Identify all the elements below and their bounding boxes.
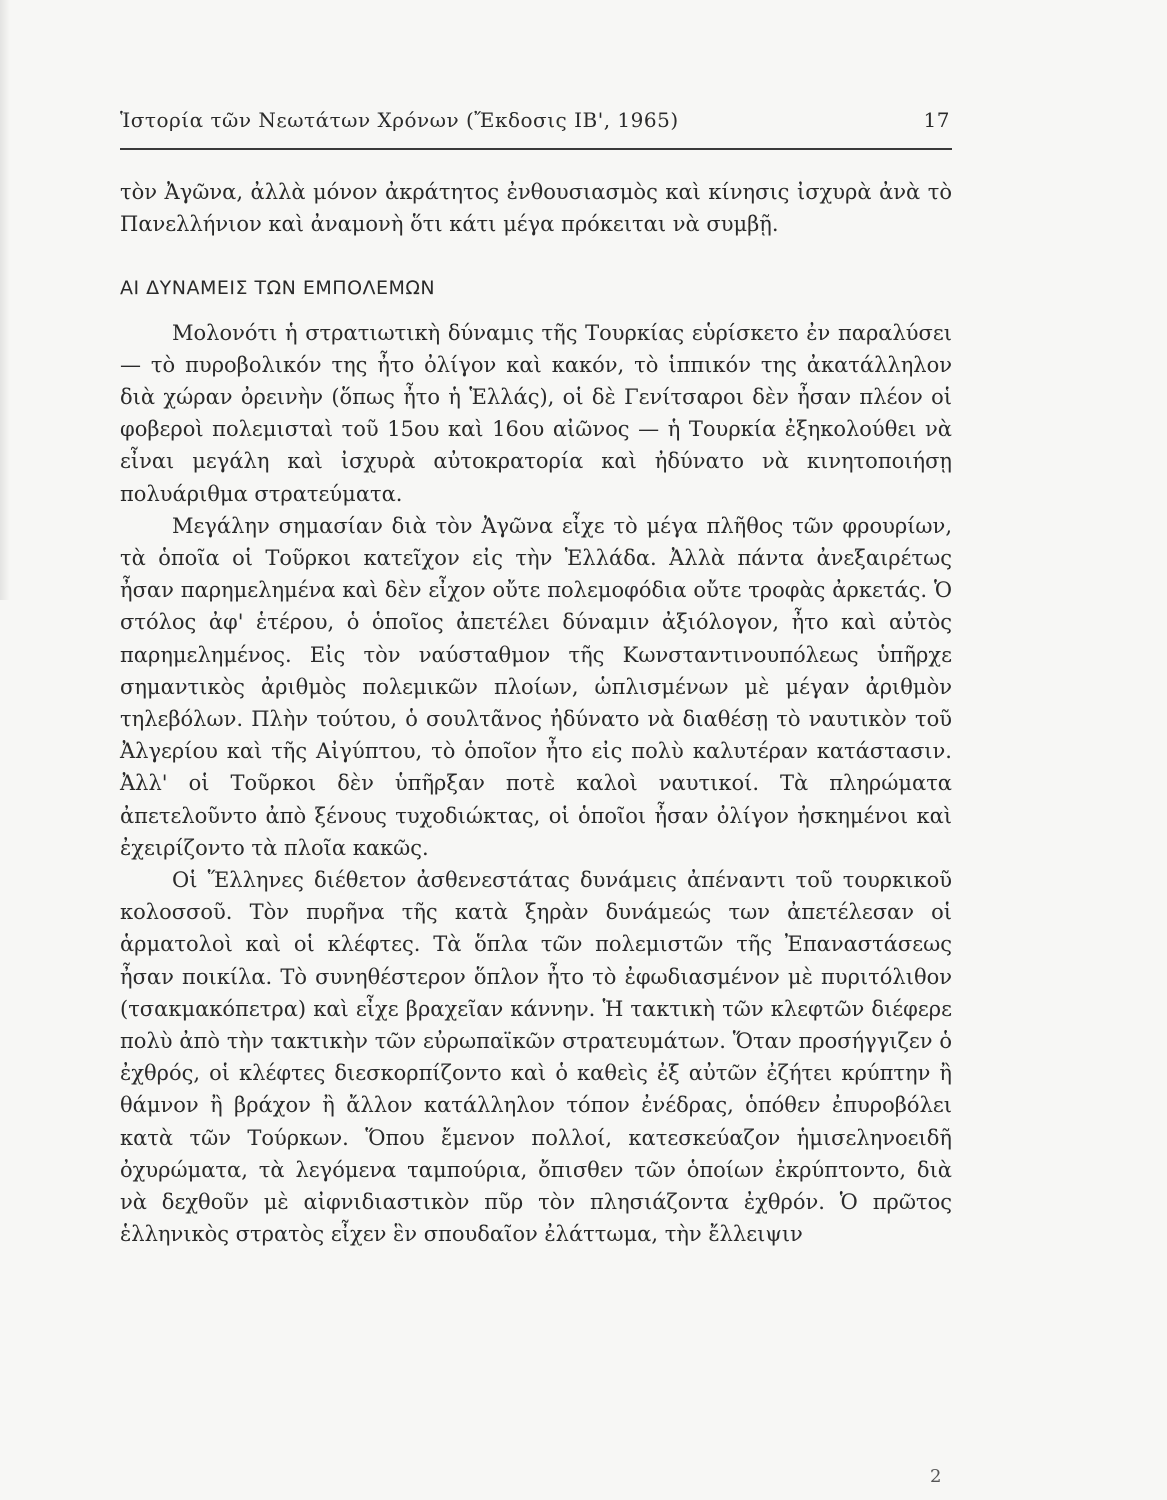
body-text (120, 176, 952, 1251)
opening-paragraph: τὸν Ἀγῶνα, ἀλλὰ μόνον ἀκράτητος ἐνθουσιασμὸς καὶ κίνησις ἰσχυρὰ ἀνὰ τὸ Πανελλήνιον καὶ ἀναμονὴ ὅτι κάτι μέγα πρόκειται νὰ συμβῇ. (120, 180, 952, 237)
paragraph: Μολονότι ἡ στρατιωτικὴ δύναμις τῆς Τουρκίας εὑρίσκετο ἐν παραλύσει — τὸ πυροβολικόν της ἦτο ὀλίγον καὶ κακόν, τὸ ἱππικόν της ἀκατάλληλον διὰ χώραν ὀρεινὴν (ὅπως ἦτο ἡ Ἑλλάς), οἱ δὲ Γενίτσαροι δὲν ἦσαν πλέον οἱ φοβεροὶ πολεμισταὶ τοῦ 15ου καὶ 16ου αἰῶνος — ἡ Τουρκία ἐξηκολούθει νὰ εἶναι μεγάλη καὶ ἰσχυρὰ αὐτοκρατορία καὶ ἠδύνατο νὰ κινητοποιήσῃ πολυάριθμα στρατεύματα. (120, 320, 952, 506)
page-number: 17 (923, 108, 950, 132)
running-header (120, 108, 950, 132)
paragraph: Μεγάλην σημασίαν διὰ τὸν Ἀγῶνα εἶχε τὸ μέγα πλῆθος τῶν φρουρίων, τὰ ὁποῖα οἱ Τοῦρκοι κατεῖχον εἰς τὴν Ἑλλάδα. Ἀλλὰ πάντα ἀνεξαιρέτως ἦσαν παρημελημένα καὶ δὲν εἶχον οὔτε πολεμοφόδια οὔτε τροφὰς ἀρκετάς. Ὁ στόλος ἀφ' ἑτέρου, ὁ ὁποῖος ἀπετέλει δύναμιν ἀξιόλογον, ἦτο καὶ αὐτὸς παρημελημένος. Εἰς τὸν ναύσταθμον τῆς Κωνσταντινουπόλεως ὑπῆρχε σημαντικὸς ἀριθμὸς πολεμικῶν πλοίων, ὡπλισμένων μὲ μέγαν ἀριθμὸν τηλεβόλων. Πλὴν τούτου, ὁ σουλτᾶνος ἠδύνατο νὰ διαθέσῃ τὸ ναυτικὸν τοῦ Ἀλγερίου καὶ τῆς Αἰγύπτου, τὸ ὁποῖον ἦτο εἰς πολὺ καλυτέραν κατάστασιν. Ἀλλ' οἱ Τοῦρκοι δὲν ὑπῆρξαν ποτὲ καλοὶ ναυτικοί. Τὰ πληρώματα ἀπετελοῦντο ἀπὸ ξένους τυχοδιώκτας, οἱ ὁποῖοι ἦσαν ὀλίγον ἠσκημένοι καὶ ἐχειρίζοντο τὰ πλοῖα κακῶς. (120, 513, 952, 860)
header-rule (120, 148, 952, 150)
scan-shadow (0, 0, 10, 600)
header-title: Ἱστορία τῶν Νεωτάτων Χρόνων (Ἔκδοσις ΙΒ', 1965) (120, 108, 679, 132)
section-heading: ΑΙ ΔΥΝΑΜΕΙΣ ΤΩΝ ΕΜΠΟΛΕΜΩΝ (120, 277, 436, 300)
signature-mark: 2 (930, 1466, 942, 1487)
paragraph: Οἱ Ἕλληνες διέθετον ἀσθενεστάτας δυνάμεις ἀπέναντι τοῦ τουρκικοῦ κολοσσοῦ. Τὸν πυρῆνα τῆς κατὰ ξηρὰν δυνάμεώς των ἀπετέλεσαν οἱ ἁρματολοὶ καὶ οἱ κλέφτες. Τὰ ὅπλα τῶν πολεμιστῶν τῆς Ἐπαναστάσεως ἦσαν ποικίλα. Τὸ συνηθέστερον ὅπλον ἦτο τὸ ἐφωδιασμένον μὲ πυριτόλιθον (τσακμακόπετρα) καὶ εἶχε βραχεῖαν κάννην. Ἡ τακτικὴ τῶν κλεφτῶν διέφερε πολὺ ἀπὸ τὴν τακτικὴν τῶν εὐρωπαϊκῶν στρατευμάτων. Ὅταν προσήγγιζεν ὁ ἐχθρός, οἱ κλέφτες διεσκορπίζοντο καὶ ὁ καθεὶς ἐξ αὐτῶν ἐζήτει κρύπτην ἢ θάμνον ἢ βράχον ἢ ἄλλον κατάλληλον τόπον ἐνέδρας, ὁπόθεν ἐπυροβόλει κατὰ τῶν Τούρκων. Ὅπου ἔμενον πολλοί, κατεσκεύαζον ἡμισεληνοειδῆ ὀχυρώματα, τὰ λεγόμενα ταμπούρια, ὄπισθεν τῶν ὁποίων ἐκρύπτοντο, διὰ νὰ δεχθοῦν μὲ αἰφνιδιαστικὸν πῦρ τὸν πλησιάζοντα ἐχθρόν. Ὁ πρῶτος ἑλληνικὸς στρατὸς εἶχεν ἓν σπουδαῖον ἐλάττωμα, τὴν ἔλλειψιν (120, 868, 952, 1247)
